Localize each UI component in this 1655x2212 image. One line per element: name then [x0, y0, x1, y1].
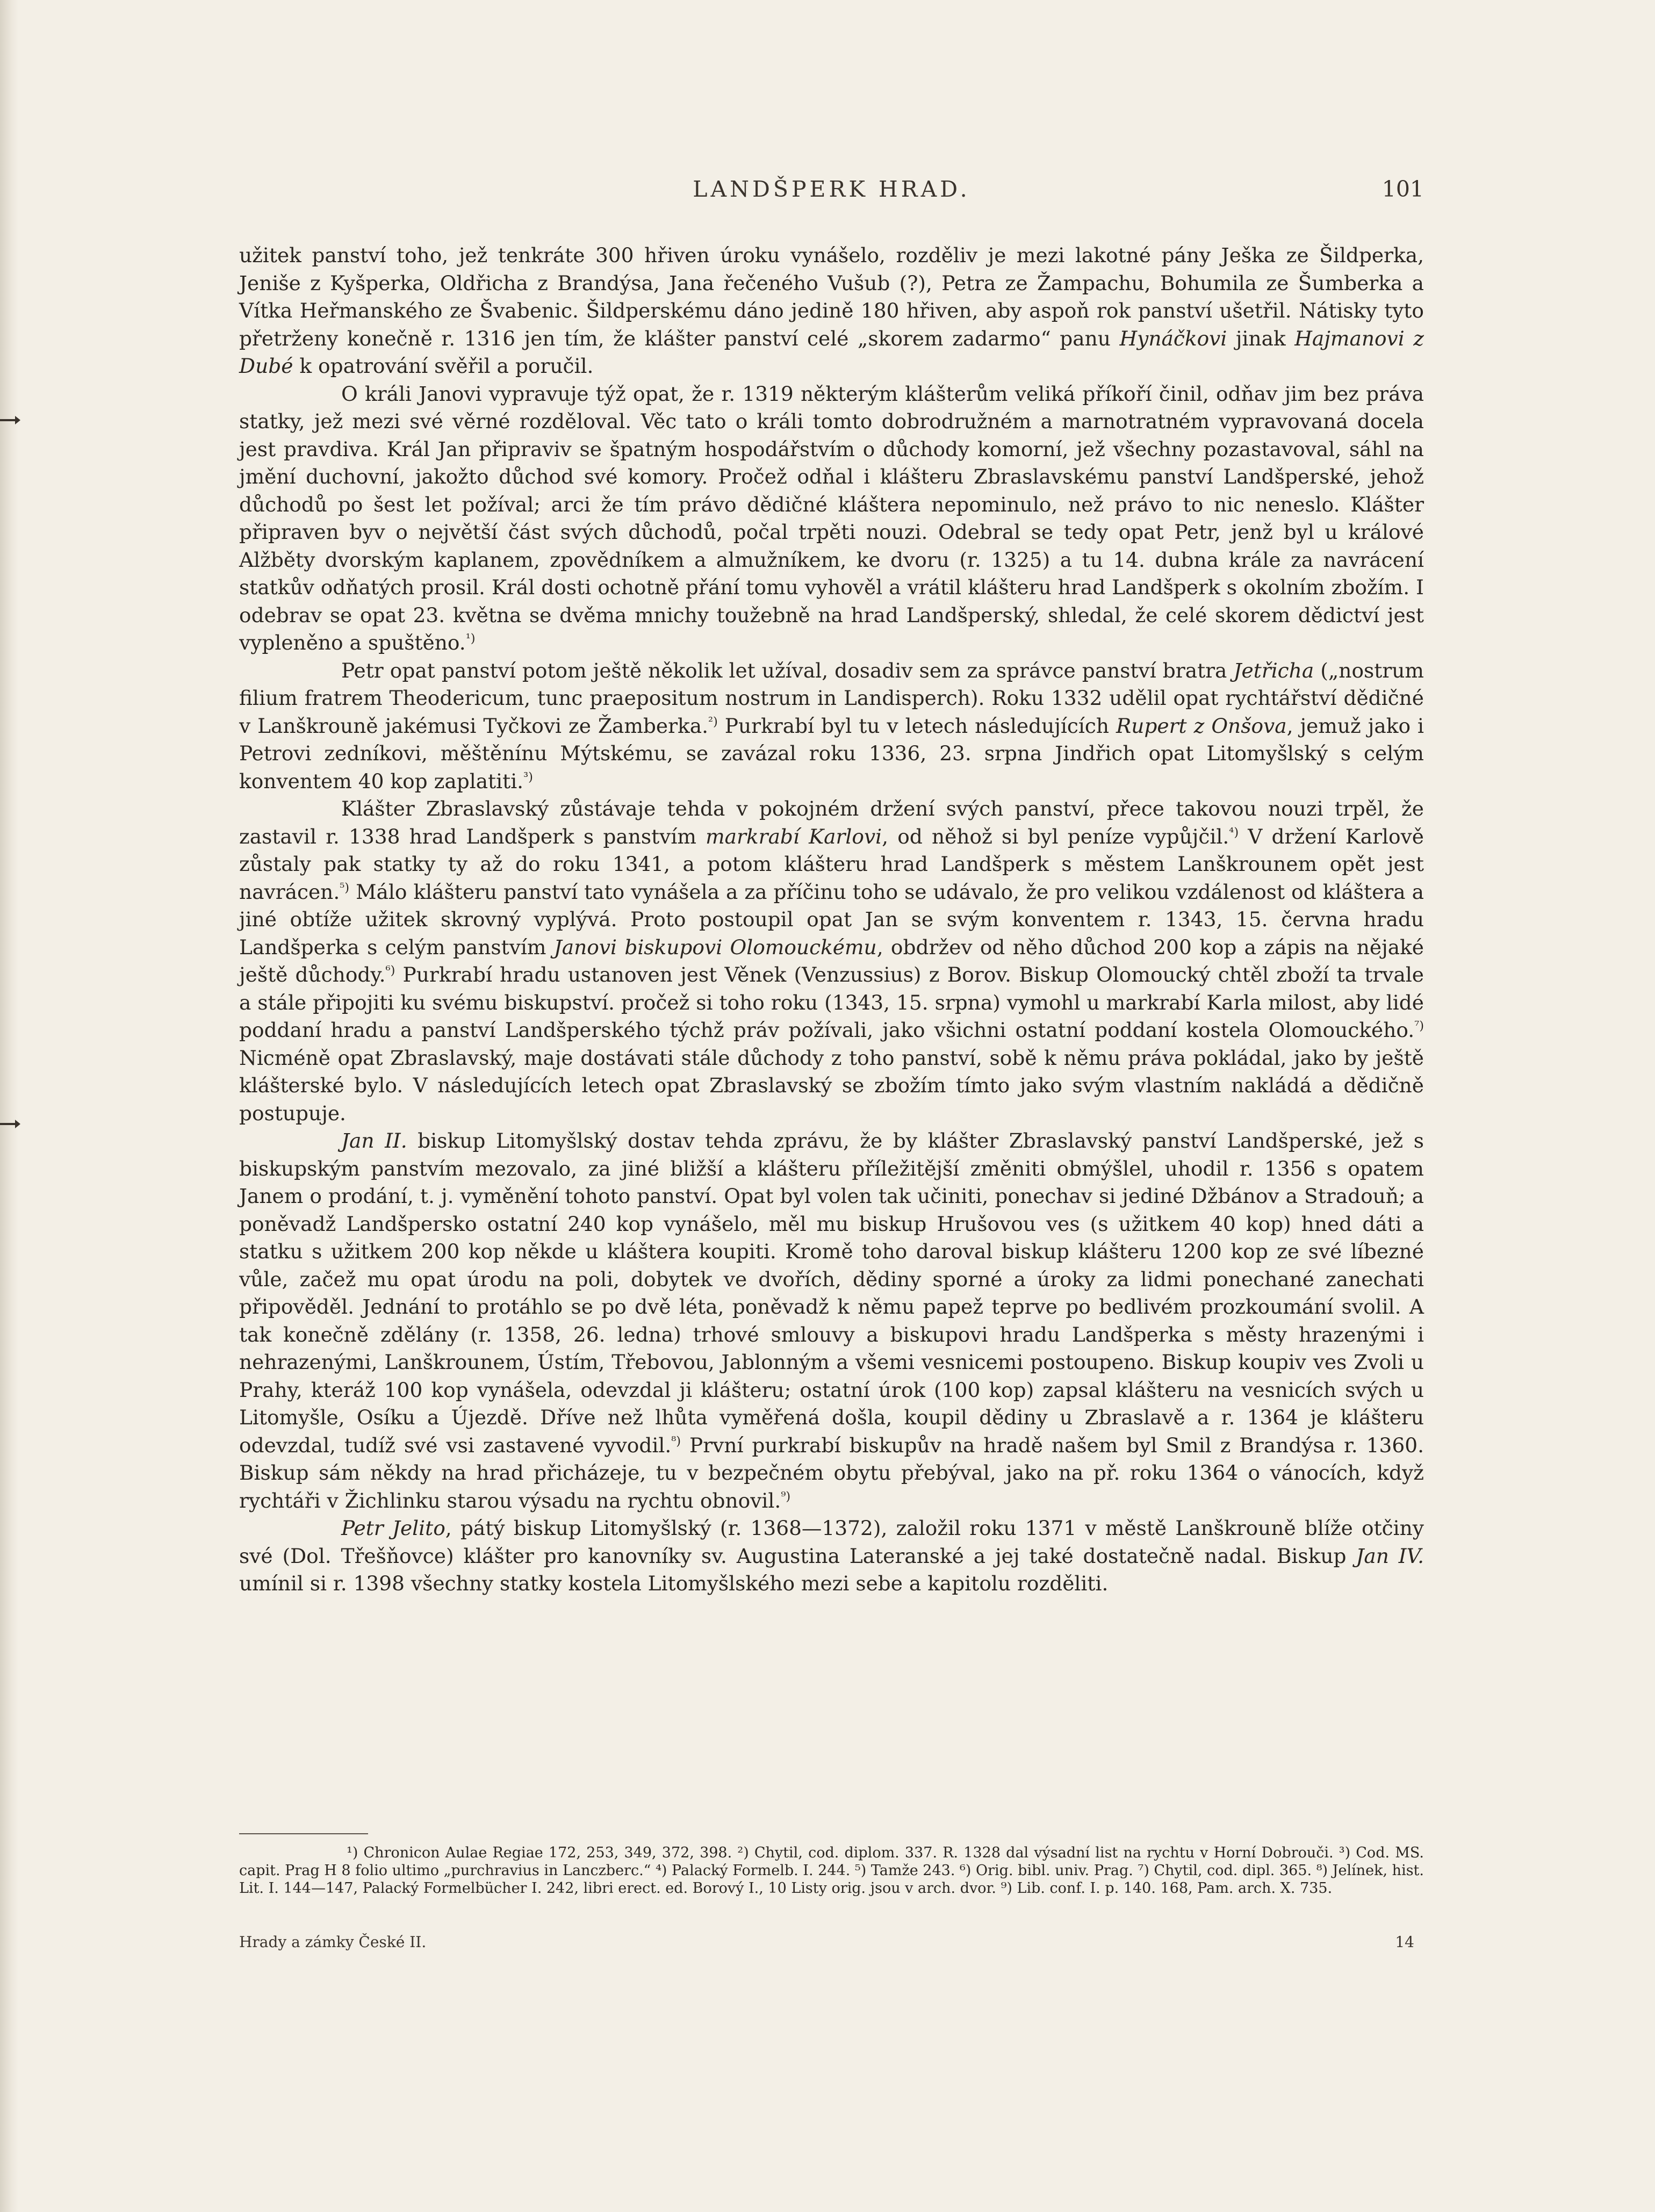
- italic-name: Petr Jelito: [341, 1516, 445, 1540]
- italic-name: Rupert z Onšova: [1116, 714, 1287, 738]
- body-paragraph: [239, 242, 1424, 380]
- footer-book-title: Hrady a zámky České II.: [239, 1933, 427, 1951]
- text-run: k opatrování svěřil a poručil.: [293, 354, 594, 378]
- footnote-ref: ⁶): [385, 963, 395, 978]
- margin-mark-icon: [0, 1123, 16, 1125]
- main-text: [239, 242, 1424, 1598]
- text-run: První purkrabí biskupův na hradě našem byl Smil z Brandýsa r. 1360. Biskup sám někdy na hrad přicházeje, tu v bezpečném obytu přebýval, jako na př. roku 1364 o vánocích, když rychtáři v Žichlinku starou výsadu na rychtu obnovil.: [239, 1433, 1424, 1512]
- footnote-ref: ⁵): [340, 881, 350, 895]
- italic-name: Jan IV.: [1356, 1544, 1424, 1568]
- text-run: Purkrabí byl tu v letech následujících: [717, 714, 1117, 738]
- text-run: , pátý biskup Litomyšlský (r. 1368—1372), založil roku 1371 v městě Lanškrouně blíže otčiny své (Dol. Třešňovce) klášter pro kanovníky sv. Augustina Lateranské a jej také dostatečně nadal. Biskup: [239, 1516, 1424, 1568]
- text-run: Klášter Zbraslavský zůstávaje tehda v pokojném držení svých panství, přece takovou nouzi trpěl, že zastavil r. 1338 hrad Landšperk s panstvím: [239, 797, 1424, 848]
- italic-name: Janovi biskupovi Olomouckému: [553, 935, 877, 959]
- body-paragraph: [239, 1127, 1424, 1515]
- italic-name: markrabí Karlovi: [706, 824, 882, 848]
- text-run: Petr opat panství potom ještě několik let užíval, dosadiv sem za správce panství bratra: [341, 658, 1234, 682]
- text-run: , obdržev od něho důchod 200 kop a zápis na nějaké ještě důchody.: [239, 935, 1424, 986]
- page-number: 101: [1381, 176, 1424, 202]
- text-run: , jemuž jako i Petrovi zedníkovi, měštěnínu Mýtskému, se zavázal roku 1336, 23. srpna Jindřich opat Litomyšlský s celým konventem 40 kop zaplatiti.: [239, 714, 1424, 793]
- footnote-ref: ⁸): [671, 1434, 681, 1448]
- text-run: O králi Janovi vypravuje týž opat, že r. 1319 některým klášterům veliká příkoří činil, odňav jim bez práva statky, jež mezi své věrné rozděloval. Věc tato o králi tomto dobrodružném a marnotratném vypravovaná docela jest pravdiva. Král Jan připraviv se špatným hospodářstvím o důchody komorní, jež všechny pozastavoval, sáhl na jmění duchovní, jakožto důchod své komory. Pročež odňal i klášteru Zbraslavskému panství Landšperské, jehož důchodů po šest let požíval; arci že tím právo dědičné kláštera nepominulo, než právo to nic neneslo. Klášter připraven byv o největší část svých důchodů, počal trpěti nouzi. Odebral se tedy opat Petr, jenž byl u králové Alžběty dvorským kaplanem, zpovědníkem a almužníkem, ke dvoru (r. 1325) a tu 14. dubna krále za navrácení statkův odňatých prosil. Král dosti ochotně přání tomu vyhověl a vrátil klášteru hrad Landšperk s okolním zbožím. I odebrav se opat 23. května se dvěma mnichy toužebně na hrad Landšperský, shledal, že celé skorem dědictví jest vypleněno a spuštěno.: [239, 381, 1424, 654]
- footnote-ref: ⁴): [1229, 825, 1239, 839]
- footnote-ref: ⁹): [781, 1489, 791, 1503]
- italic-name: Hajmanovi z Dubé: [239, 326, 1424, 378]
- footnote-ref: ⁷): [1414, 1019, 1424, 1033]
- margin-mark-icon: [0, 419, 16, 421]
- printer-signature-mark: 14: [1395, 1933, 1414, 1951]
- text-run: umínil si r. 1398 všechny statky kostela Litomyšlského mezi sebe a kapitolu rozděliti.: [239, 1572, 1109, 1595]
- text-run: Nicméně opat Zbraslavský, maje dostávati stále důchody z toho panství, sobě k němu práva pokládal, jako by ještě klášterské bylo. V následujících letech opat Zbraslavský se zbožím tímto jako svým vlastním nakládá a dědičně postupuje.: [239, 1046, 1424, 1125]
- page-footer: [239, 1933, 1424, 1955]
- body-paragraph: [239, 1515, 1424, 1598]
- text-run: Purkrabí hradu ustanoven jest Věnek (Venzussius) z Borov. Biskup Olomoucký chtěl zboží ta trvale a stále připojiti ku svému biskupství. pročež si toho roku (1343, 15. srpna) vymohl u markrabí Karla milost, aby lidé poddaní hradu a panství Landšperského týchž práv požívali, jako všichni ostatní poddaní kostela Olomouckého.: [239, 963, 1424, 1042]
- body-paragraph: [239, 657, 1424, 796]
- text-run: Málo klášteru panství tato vynášela a za příčinu toho se udávalo, že pro velikou vzdálenost od kláštera a jiné obtíže užitek skrovný vyplývá. Proto postoupil opat Jan se svým konventem r. 1343, 15. června hradu Landšperka s celým panstvím: [239, 880, 1424, 959]
- binding-edge: [0, 0, 18, 2212]
- page-header: [239, 176, 1424, 208]
- footnote-ref: ¹): [465, 631, 476, 646]
- body-paragraph: [239, 380, 1424, 657]
- text-run: biskup Litomyšlský dostav tehda zprávu, že by klášter Zbraslavský panství Landšperské, jež s biskupským panstvím mezovalo, za jiné bližší a klášteru příležitější změniti obmýšlel, uhodil r. 1356 s opatem Janem o prodání, t. j. vyměnění tohoto panství. Opat byl volen tak učiniti, ponechav si jediné Džbánov a Stradouň; a poněvadž Landšpersko ostatní 240 kop vynášelo, měl mu biskup Hrušovou ves (s užitkem 40 kop) hned dáti a statku s užitkem 200 kop někde u kláštera koupiti. Kromě toho daroval biskup klášteru 1200 kop ze své líbezné vůle, začež mu opat úrodu na poli, dobytek ve dvořích, dědiny sporné a úroky za lidmi ponechané zanechati připověděl. Jednání to protáhlo se po dvě léta, poněvadž k němu papež teprve po bedlivém prozkoumání svolil. A tak konečně zdělány (r. 1358, 26. ledna) trhové smlouvy a biskupovi hradu Landšperka s městy hrazenými i nehrazenými, Lanškrounem, Ústím, Třebovou, Jablonným a všemi vesnicemi postoupeno. Biskup koupiv ves Zvoli u Prahy, kteráž 100 kop vynášela, odevzdal ji klášteru; ostatní úrok (100 kop) zapsal klášteru na vesnicích svých u Litomyšle, Osíku a Újezdě. Dříve než lhůta vyměřená došla, koupil dědiny u Zbraslavě a r. 1364 je klášteru odevzdal, tudíž své vsi zastavené vyvodil.: [239, 1129, 1424, 1457]
- footnote-ref: ²): [708, 715, 718, 729]
- text-run: , od něhož si byl peníze vypůjčil.: [882, 824, 1229, 848]
- text-run: užitek panství toho, jež tenkráte 300 hřiven úroku vynášelo, rozděliv je mezi lakotné pány Ješka ze Šildperka, Jeniše z Kyšperka, Oldřicha z Brandýsa, Jana řečeného Vušub (?), Petra ze Žampachu, Bohumila ze Šumberka a Vítka Heřmanského ze Švabenic. Šildperskému dáno jedině 180 hřiven, aby aspoň rok panství ušetřil. Nátisky tyto přetrženy konečně r. 1316 jen tím, že klášter panství celé „skorem zadarmo“ panu: [239, 243, 1424, 350]
- text-run: V držení Karlově zůstaly pak statky ty až do roku 1341, a potom klášteru hrad Landšperk s městem Lanškrounem opět jest navrácen.: [239, 824, 1424, 904]
- body-paragraph: [239, 795, 1424, 1127]
- italic-name: Jetřicha: [1233, 658, 1314, 682]
- footnote-text: ¹) Chronicon Aulae Regiae 172, 253, 349, 372, 398. ²) Chytil, cod. diplom. 337. R. 1328 dal výsadní list na rychtu v Horní Dobrouči. ³) Cod. MS. capit. Prag H 8 folio ultimo „purchravius in Lanczberc.“ ⁴) Palacký Formelb. I. 244. ⁵) Tamže 243. ⁶) Orig. bibl. univ. Prag. ⁷) Chytil, cod. dipl. 365. ⁸) Jelínek, hist. Lit. I. 144—147, Palacký Formelbücher I. 242, libri erect. ed. Borový I., 10 Listy orig. jsou v arch. dvor. ⁹) Lib. conf. I. p. 140. 168, Pam. arch. X. 735.: [239, 1844, 1424, 1897]
- italic-name: Jan II.: [341, 1129, 407, 1152]
- footnotes: [239, 1844, 1424, 1897]
- running-title: LANDŠPERK HRAD.: [693, 176, 970, 202]
- text-run: („nostrum filium fratrem Theodericum, tunc praepositum nostrum in Landisperch). Roku 1332 udělil opat rychtářství dědičné v Lanškrouně jakémusi Tyčkovi ze Žamberka.: [239, 658, 1424, 738]
- text-run: jinak: [1227, 326, 1295, 350]
- italic-name: Hynáčkovi: [1119, 326, 1227, 350]
- footnote-divider: [239, 1833, 368, 1834]
- footnote-ref: ³): [523, 770, 533, 784]
